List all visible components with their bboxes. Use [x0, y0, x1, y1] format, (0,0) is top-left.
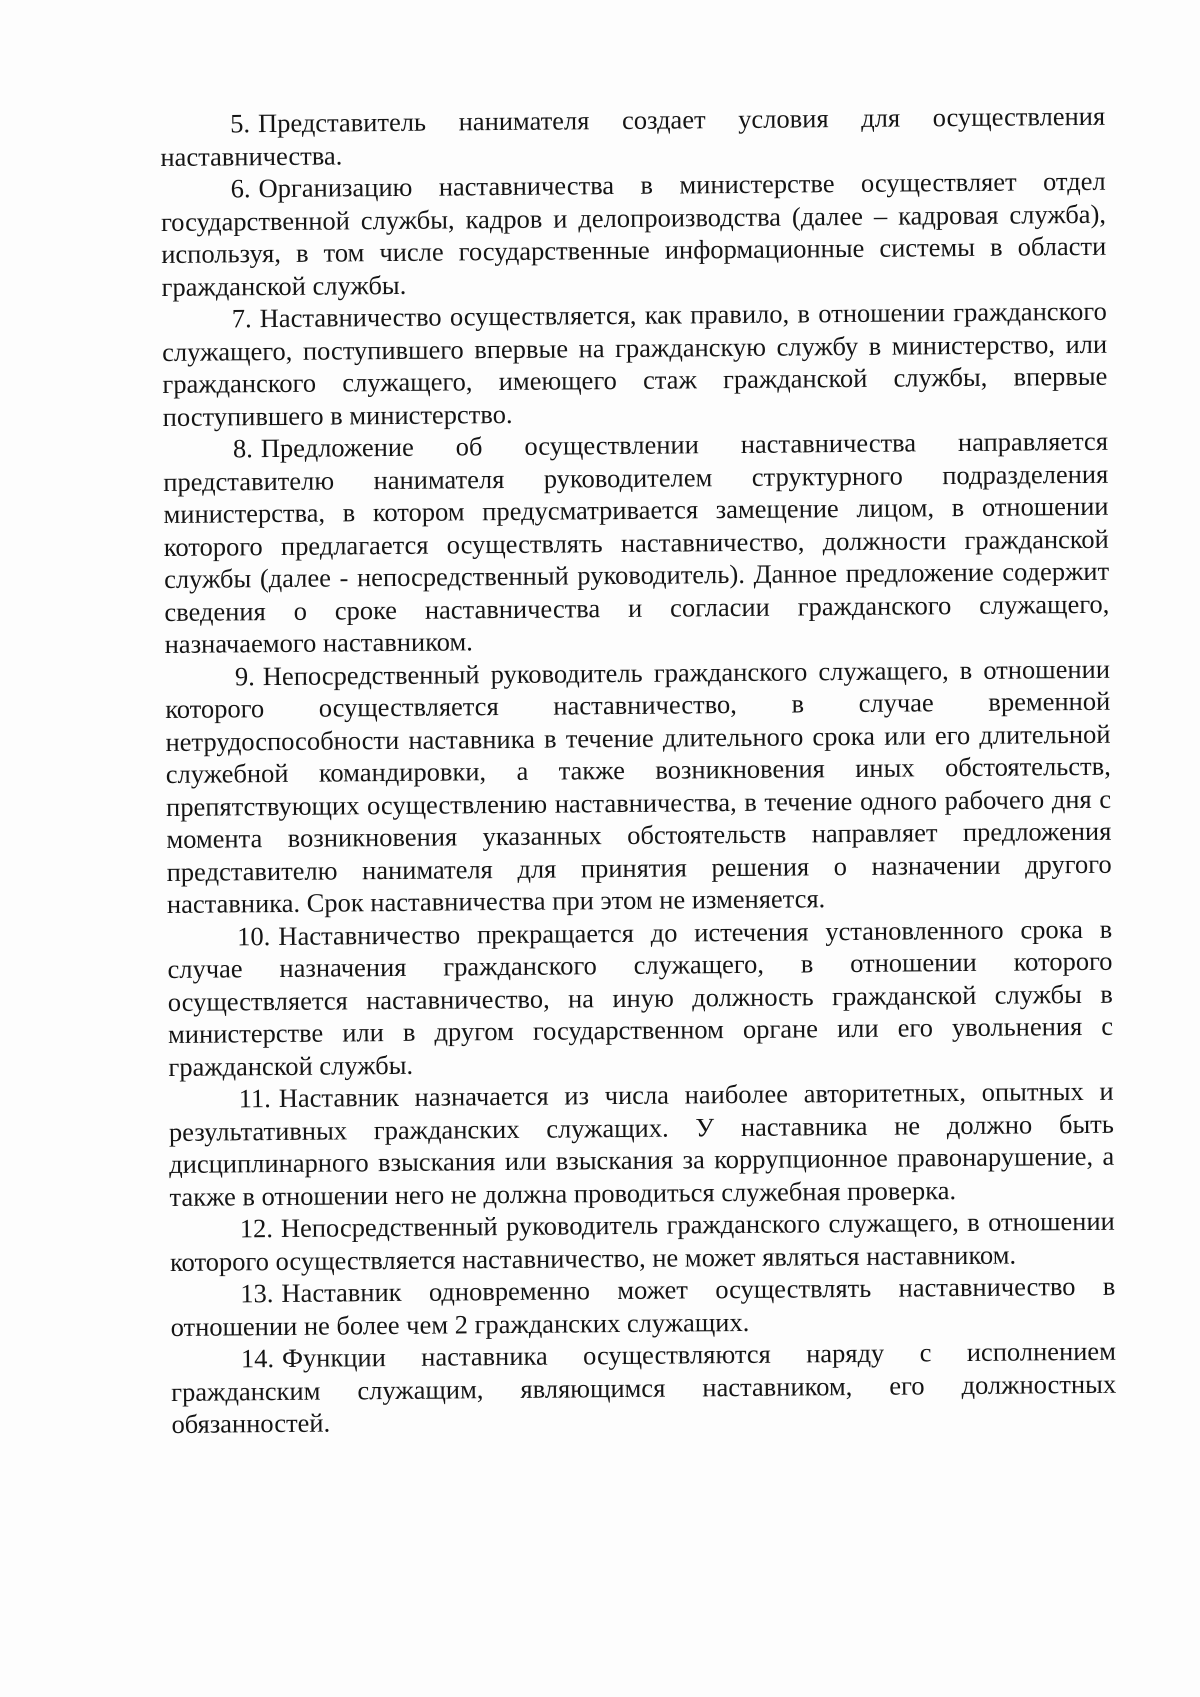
paragraph-number: 9. [234, 660, 255, 691]
paragraph-number: 8. [232, 433, 253, 464]
paragraph-10 [167, 912, 1113, 1083]
paragraph-text: Представитель нанимателя создает условия для осуществления наставничества. [160, 100, 1106, 172]
paragraph-text: Организацию наставничества в министерстве осуществляет отдел государственной службы, кадров и делопроизводства (далее – кадровая служба), используя, в том числе государственные информационные системы в области гражданской службы. [160, 165, 1107, 302]
paragraph-number: 10. [237, 920, 271, 951]
paragraph-8 [163, 425, 1110, 661]
paragraph-text: Предложение об осуществлении наставничества направляется представителю нанимателя руководителем структурного подразделения министерства, в котором предусматривается замещение лицом, в отношении которого предлагается осуществлять наставничество, должности гражданской службы (далее - непосредственный руководитель). Данное предложение содержит сведения о сроке наставничества и согласии гражданского служащего, назначаемого наставником. [163, 425, 1110, 659]
paragraph-number: 5. [230, 108, 251, 139]
paragraph-number: 6. [230, 173, 251, 204]
paragraph-9 [165, 652, 1112, 920]
paragraph-11 [169, 1075, 1115, 1213]
paragraph-number: 7. [231, 303, 252, 334]
paragraph-5 [160, 100, 1106, 173]
paragraph-number: 12. [239, 1213, 274, 1244]
paragraph-text: Наставничество осуществляется, как правило, в отношении гражданского служащего, поступившего впервые на гражданскую службу в министерство, или гражданского служащего, имеющего стаж гражданской службы, впервые поступившего в министерство. [161, 295, 1108, 432]
paragraph-text: Функции наставника осуществляются наряду с исполнением гражданским служащим, являющимся наставником, его должностных обязанностей. [171, 1335, 1117, 1439]
paragraph-6 [161, 165, 1107, 303]
paragraph-text: Наставник назначается из числа наиболее авторитетных, опытных и результативных гражданских служащих. У наставника не должно быть дисциплинарного взыскания или взыскания за коррупционное правонарушение, а также в отношении него не должна проводиться служебная проверка. [168, 1075, 1115, 1212]
paragraph-number: 14. [240, 1343, 275, 1374]
paragraph-14 [171, 1335, 1117, 1441]
paragraph-text: Наставник одновременно может осуществлять наставничество в отношении не более чем 2 гражданских служащих. [170, 1270, 1116, 1342]
paragraph-number: 11. [238, 1083, 271, 1114]
paragraph-number: 13. [240, 1278, 274, 1309]
document-body [160, 100, 1117, 1441]
paragraph-text: Наставничество прекращается до истечения установленного срока в случае назначения гражданского служащего, в отношении которого осуществляется наставничество, на иную должность гражданской службы в министерстве или в другом государственном органе или его увольнения с гражданской службы. [167, 913, 1114, 1082]
paragraph-12 [170, 1205, 1116, 1278]
paragraph-7 [162, 295, 1108, 433]
paragraph-text: Непосредственный руководитель гражданского служащего, в отношении которого осуществляется наставничество, в случае временной нетрудоспособности наставника в течение длительного срока или его длительной служебной командировки, а также возникновения иных обстоятельств, препятствующих осуществлению наставничества, в течение одного рабочего дня с момента возникновения указанных обстоятельств направляет предложения представителю нанимателя для принятия решения о назначении другого наставника. Срок наставничества при этом не изменяется. [165, 653, 1112, 919]
paragraph-13 [170, 1270, 1116, 1343]
paragraph-text: Непосредственный руководитель гражданского служащего, в отношении которого осуществляется наставничество, не может являться наставником. [169, 1205, 1115, 1277]
